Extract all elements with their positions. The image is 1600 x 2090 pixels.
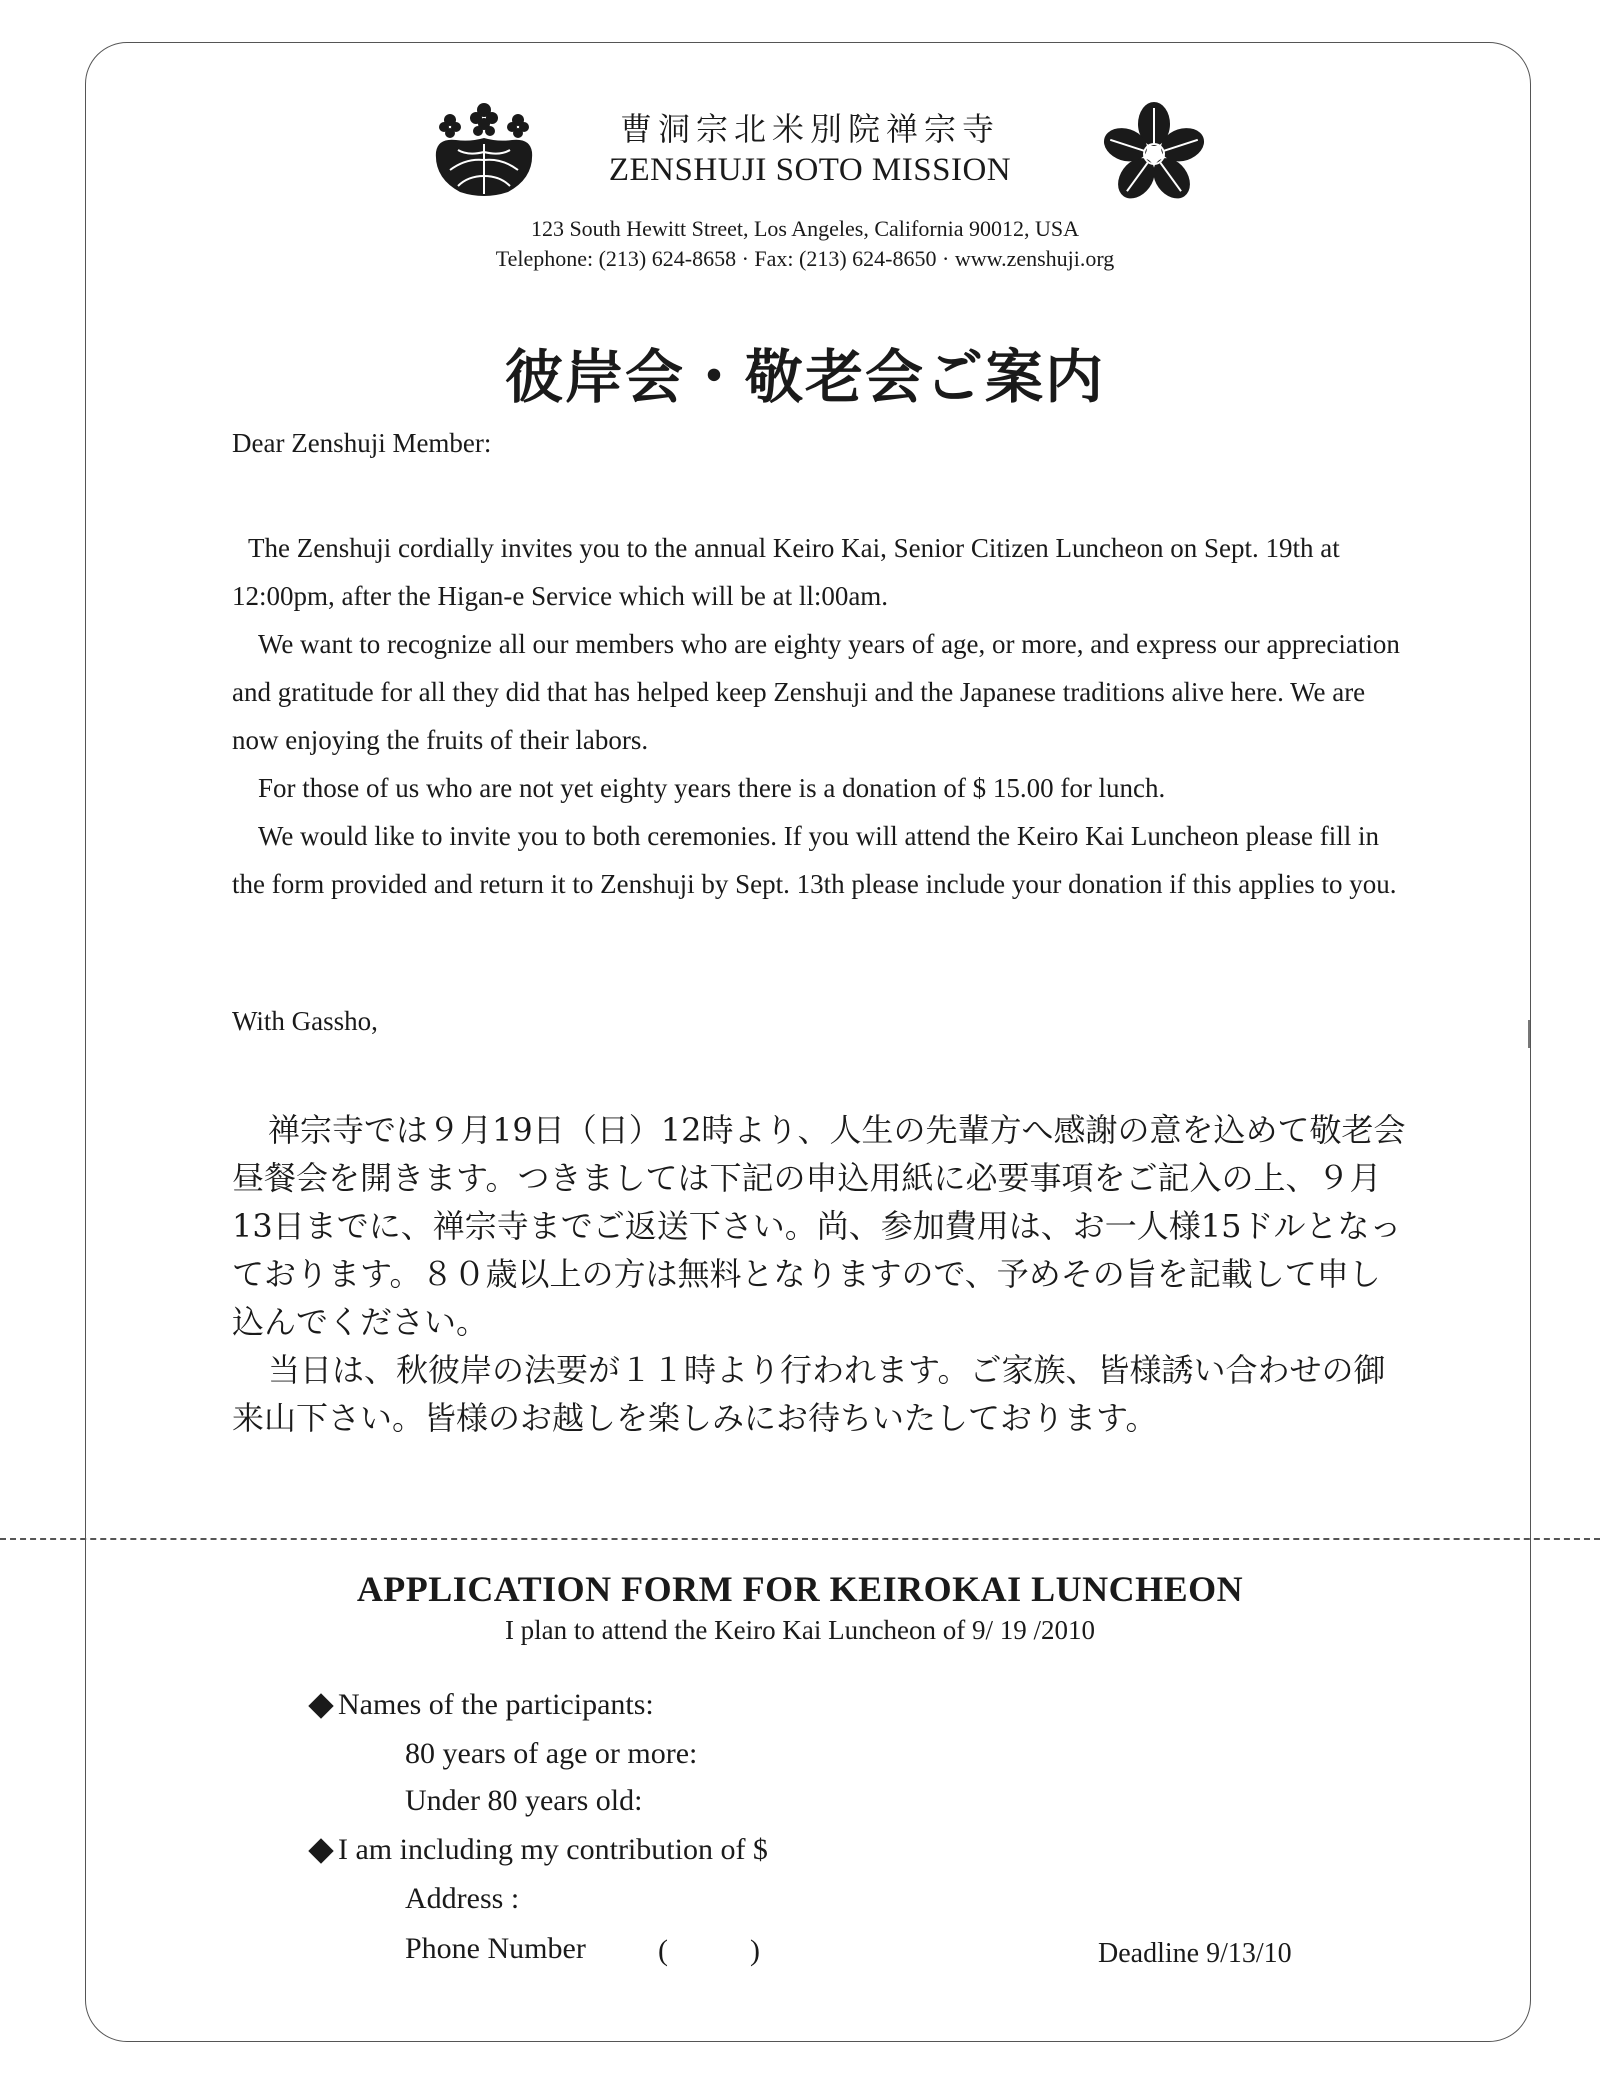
letter-paragraph: We would like to invite you to both ceremonies. If you will attend the Keiro Kai Luncheon please fill in the form provided and return it to Zenshuji by Sept. 13th please include your donation if this applies to you. — [232, 821, 1397, 899]
letter-body — [232, 524, 1412, 908]
age-80-label: 80 years of age or more: — [405, 1737, 698, 1770]
page-title: 彼岸会・敬老会ご案内 — [504, 343, 1105, 411]
flower-crest-icon — [1100, 100, 1208, 208]
scan-mark — [1528, 1020, 1530, 1048]
salutation: Dear Zenshuji Member: — [232, 428, 492, 458]
participants-label: Names of the participants: — [338, 1688, 654, 1721]
japanese-body — [232, 1106, 1412, 1442]
under-80-label: Under 80 years old: — [405, 1784, 643, 1817]
participants-row — [308, 1688, 654, 1722]
cut-line — [0, 1538, 1600, 1540]
phone-label: Phone Number — [405, 1932, 586, 1965]
paulownia-crest-icon — [428, 100, 540, 200]
letter-paragraph: We want to recognize all our members who are eighty years of age, or more, and express our appreciation and gratitude for all they did that has helped keep Zenshuji and the Japanese traditions alive here. We are now enjoying the fruits of their labors. — [232, 629, 1400, 755]
address-block — [400, 214, 1210, 274]
temple-name-japanese: 曹洞宗北米別院禅宗寺 — [619, 110, 1000, 148]
japanese-paragraph: 当日は、秋彼岸の法要が１１時より行われます。ご家族、皆様誘い合わせの御来山下さい。皆様のお越しを楽しみにお待ちいたしております。 — [232, 1351, 1386, 1437]
contribution-label: I am including my contribution of $ — [338, 1833, 768, 1866]
temple-name-english: ZENSHUJI SOTO MISSION — [608, 152, 1012, 188]
phone-paren-close: ) — [750, 1934, 760, 1967]
form-subtitle: I plan to attend the Keiro Kai Luncheon of 9/ 19 /2010 — [504, 1615, 1096, 1645]
letter-paragraph: For those of us who are not yet eighty years there is a donation of $ 15.00 for lunch. — [258, 773, 1166, 803]
deadline: Deadline 9/13/10 — [1098, 1938, 1292, 1969]
contact-info: Telephone: (213) 624-8658 · Fax: (213) 624-8650 · www.zenshuji.org — [495, 246, 1115, 271]
street-address: 123 South Hewitt Street, Los Angeles, California 90012, USA — [530, 216, 1080, 241]
diamond-bullet-icon — [308, 1693, 333, 1718]
letter-paragraph: The Zenshuji cordially invites you to the annual Keiro Kai, Senior Citizen Luncheon on Sept. 19th at 12:00pm, after the Higan-e Service which will be at ll:00am. — [232, 533, 1340, 611]
address-label: Address : — [405, 1882, 520, 1915]
contribution-row — [308, 1833, 768, 1867]
closing: With Gassho, — [232, 1006, 378, 1036]
diamond-bullet-icon — [308, 1838, 333, 1863]
form-title: APPLICATION FORM FOR KEIROKAI LUNCHEON — [356, 1569, 1244, 1609]
japanese-paragraph: 禅宗寺では９月19日（日）12時より、人生の先輩方へ感謝の意を込めて敬老会昼餐会を開きます。つきましては下記の申込用紙に必要事項をご記入の上、９月13日までに、禅宗寺までご返送下さい。尚、参加費用は、お一人様15ドルとなっております。８０歳以上の方は無料となりますので、予めその旨を記載して申し込んでください。 — [232, 1111, 1406, 1341]
phone-paren-open: ( — [658, 1934, 668, 1967]
